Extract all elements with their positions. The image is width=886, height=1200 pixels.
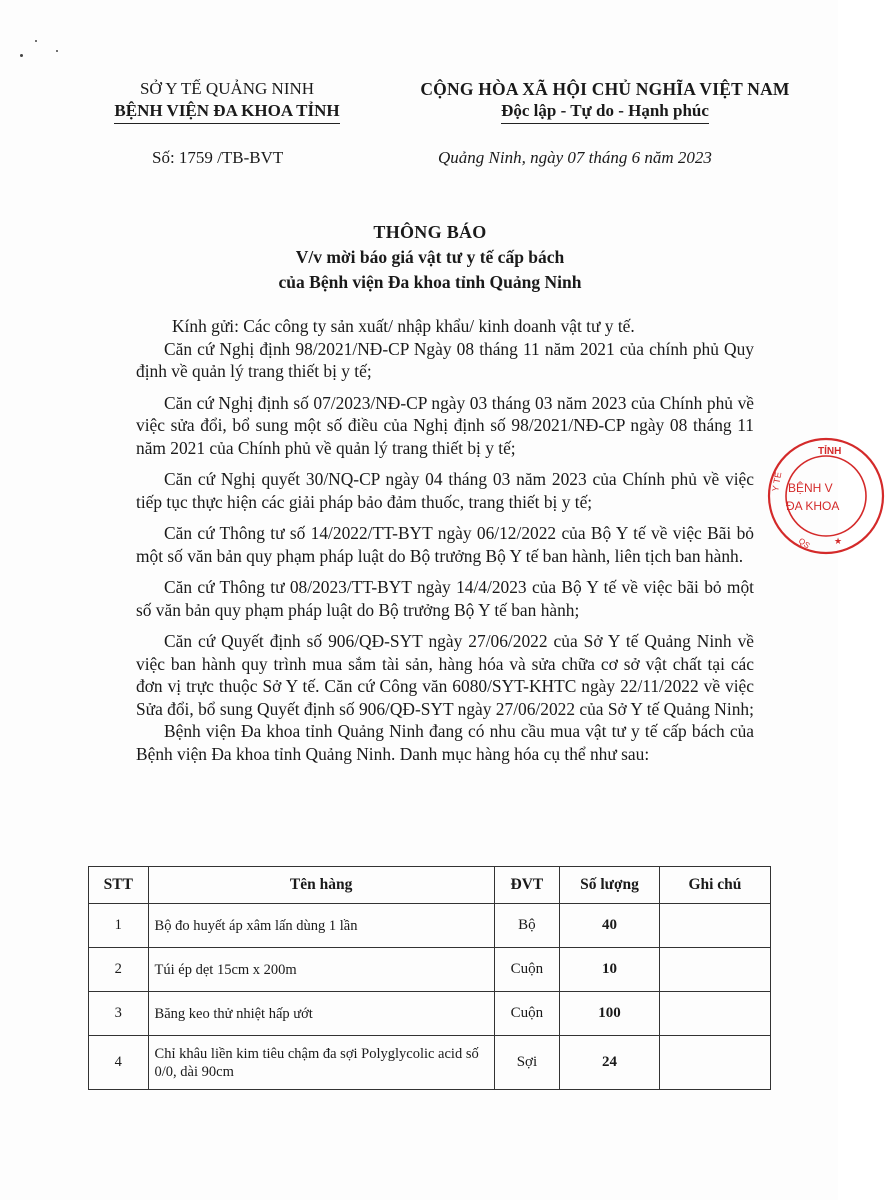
document-number: Số: 1759 /TB-BVT [152, 148, 284, 167]
place-and-date: Quảng Ninh, ngày 07 tháng 6 năm 2023 [438, 148, 712, 167]
cell-quantity: 100 [560, 992, 660, 1036]
parent-agency: SỞ Y TẾ QUẢNG NINH [139, 79, 315, 98]
stamp-line-2: ĐA KHOA [786, 499, 840, 513]
column-header-stt: STT [89, 867, 149, 904]
cell-unit: Cuộn [494, 948, 559, 992]
legal-basis-paragraph: Căn cứ Thông tư 08/2023/TT-BYT ngày 14/4/2023 của Bộ Y tế về việc bãi bỏ một số văn bản quy phạm pháp luật do Bộ trưởng Bộ Y tế ban hành; [136, 577, 754, 620]
cell-quantity: 24 [560, 1036, 660, 1090]
country-name: CỘNG HÒA XÃ HỘI CHỦ NGHĨA VIỆT NAM [420, 79, 790, 99]
cell-item-name: Bộ đo huyết áp xâm lấn dùng 1 lần [148, 904, 494, 948]
legal-basis-paragraph: Căn cứ Thông tư số 14/2022/TT-BYT ngày 06/12/2022 của Bộ Y tế về việc Bãi bỏ một số văn bản quy phạm pháp luật do Bộ trưởng Bộ Y tế ban hành, liên tịch ban hành. [136, 523, 754, 566]
stamp-side-text: Y TẾ [770, 471, 784, 493]
salutation: Kính gửi: Các công ty sản xuất/ nhập khẩu/ kinh doanh vật tư y tế. [172, 316, 635, 336]
stamp-bottom-text: QS [796, 536, 812, 551]
goods-table [88, 866, 771, 1090]
stamp-top-text: TỈNH [818, 446, 842, 457]
column-header-note: Ghi chú [659, 867, 770, 904]
column-header-name: Tên hàng [148, 867, 494, 904]
hospital-name: BỆNH VIỆN ĐA KHOA TỈNH [114, 100, 339, 124]
red-seal-stamp [766, 436, 886, 556]
cell-note [659, 904, 770, 948]
cell-quantity: 10 [560, 948, 660, 992]
legal-basis-paragraph: Căn cứ Nghị quyết 30/NQ-CP ngày 04 tháng 03 năm 2023 của Chính phủ về việc tiếp tục thực hiện các giải pháp bảo đảm thuốc, trang thiết bị y tế; [136, 469, 754, 512]
table-row [89, 1036, 771, 1090]
national-header [400, 78, 810, 124]
table-row [89, 904, 771, 948]
cell-note [659, 1036, 770, 1090]
cell-stt: 4 [89, 1036, 149, 1090]
cell-quantity: 40 [560, 904, 660, 948]
scan-speck [35, 40, 37, 42]
cell-stt: 2 [89, 948, 149, 992]
table-row [89, 992, 771, 1036]
cell-unit: Bộ [494, 904, 559, 948]
cell-item-name: Túi ép dẹt 15cm x 200m [148, 948, 494, 992]
cell-stt: 3 [89, 992, 149, 1036]
title-hospital: của Bệnh viện Đa khoa tỉnh Quảng Ninh [278, 272, 582, 292]
scan-speck [56, 50, 58, 52]
stamp-star-icon: ★ [834, 536, 843, 546]
legal-basis-paragraph: Căn cứ Quyết định số 906/QĐ-SYT ngày 27/06/2022 của Sở Y tế Quảng Ninh về việc ban hành quy trình mua sắm tài sản, hàng hóa và sửa chữa cơ sở vật chất tại các đơn vị trực thuộc Sở Y tế. Căn cứ Công văn 6080/SYT-KHTC ngày 22/11/2022 về việc Sửa đổi, bổ sung Quyết định số 906/QĐ-SYT ngày 27/06/2022 của Sở Y tế Quảng Ninh; [136, 631, 754, 719]
column-header-unit: ĐVT [494, 867, 559, 904]
title-notice: THÔNG BÁO [373, 222, 487, 242]
cell-item-name: Băng keo thử nhiệt hấp ướt [148, 992, 494, 1036]
stamp-line-1: BỆNH V [788, 481, 833, 495]
document-title [100, 220, 760, 295]
title-subject: V/v mời báo giá vật tư y tế cấp bách [295, 247, 565, 267]
document-body [136, 315, 754, 765]
column-header-quantity: Số lượng [560, 867, 660, 904]
cell-unit: Sợi [494, 1036, 559, 1090]
cell-unit: Cuộn [494, 992, 559, 1036]
cell-item-name: Chỉ khâu liền kim tiêu chậm đa sợi Polyglycolic acid số 0/0, dài 90cm [148, 1036, 494, 1090]
scan-speck [20, 54, 23, 57]
cell-note [659, 992, 770, 1036]
request-paragraph: Bệnh viện Đa khoa tỉnh Quảng Ninh đang có nhu cầu mua vật tư y tế cấp bách của Bệnh viện Đa khoa tỉnh Quảng Ninh. Danh mục hàng hóa cụ thể như sau: [136, 721, 754, 764]
cell-note [659, 948, 770, 992]
issuing-organization [92, 78, 362, 124]
table-row [89, 948, 771, 992]
national-motto: Độc lập - Tự do - Hạnh phúc [501, 100, 709, 124]
legal-basis-paragraph: Căn cứ Nghị định 98/2021/NĐ-CP Ngày 08 tháng 11 năm 2021 của chính phủ Quy định về quản lý trang thiết bị y tế; [136, 338, 754, 381]
legal-basis-paragraph: Căn cứ Nghị định số 07/2023/NĐ-CP ngày 03 tháng 03 năm 2023 của Chính phủ về việc sửa đổi, bổ sung một số điều của Nghị định số 98/2021/NĐ-CP ngày 08 tháng 11 năm 2021 của Chính phủ về quản lý trang thiết bị y tế; [136, 392, 754, 458]
table-header-row [89, 867, 771, 904]
cell-stt: 1 [89, 904, 149, 948]
